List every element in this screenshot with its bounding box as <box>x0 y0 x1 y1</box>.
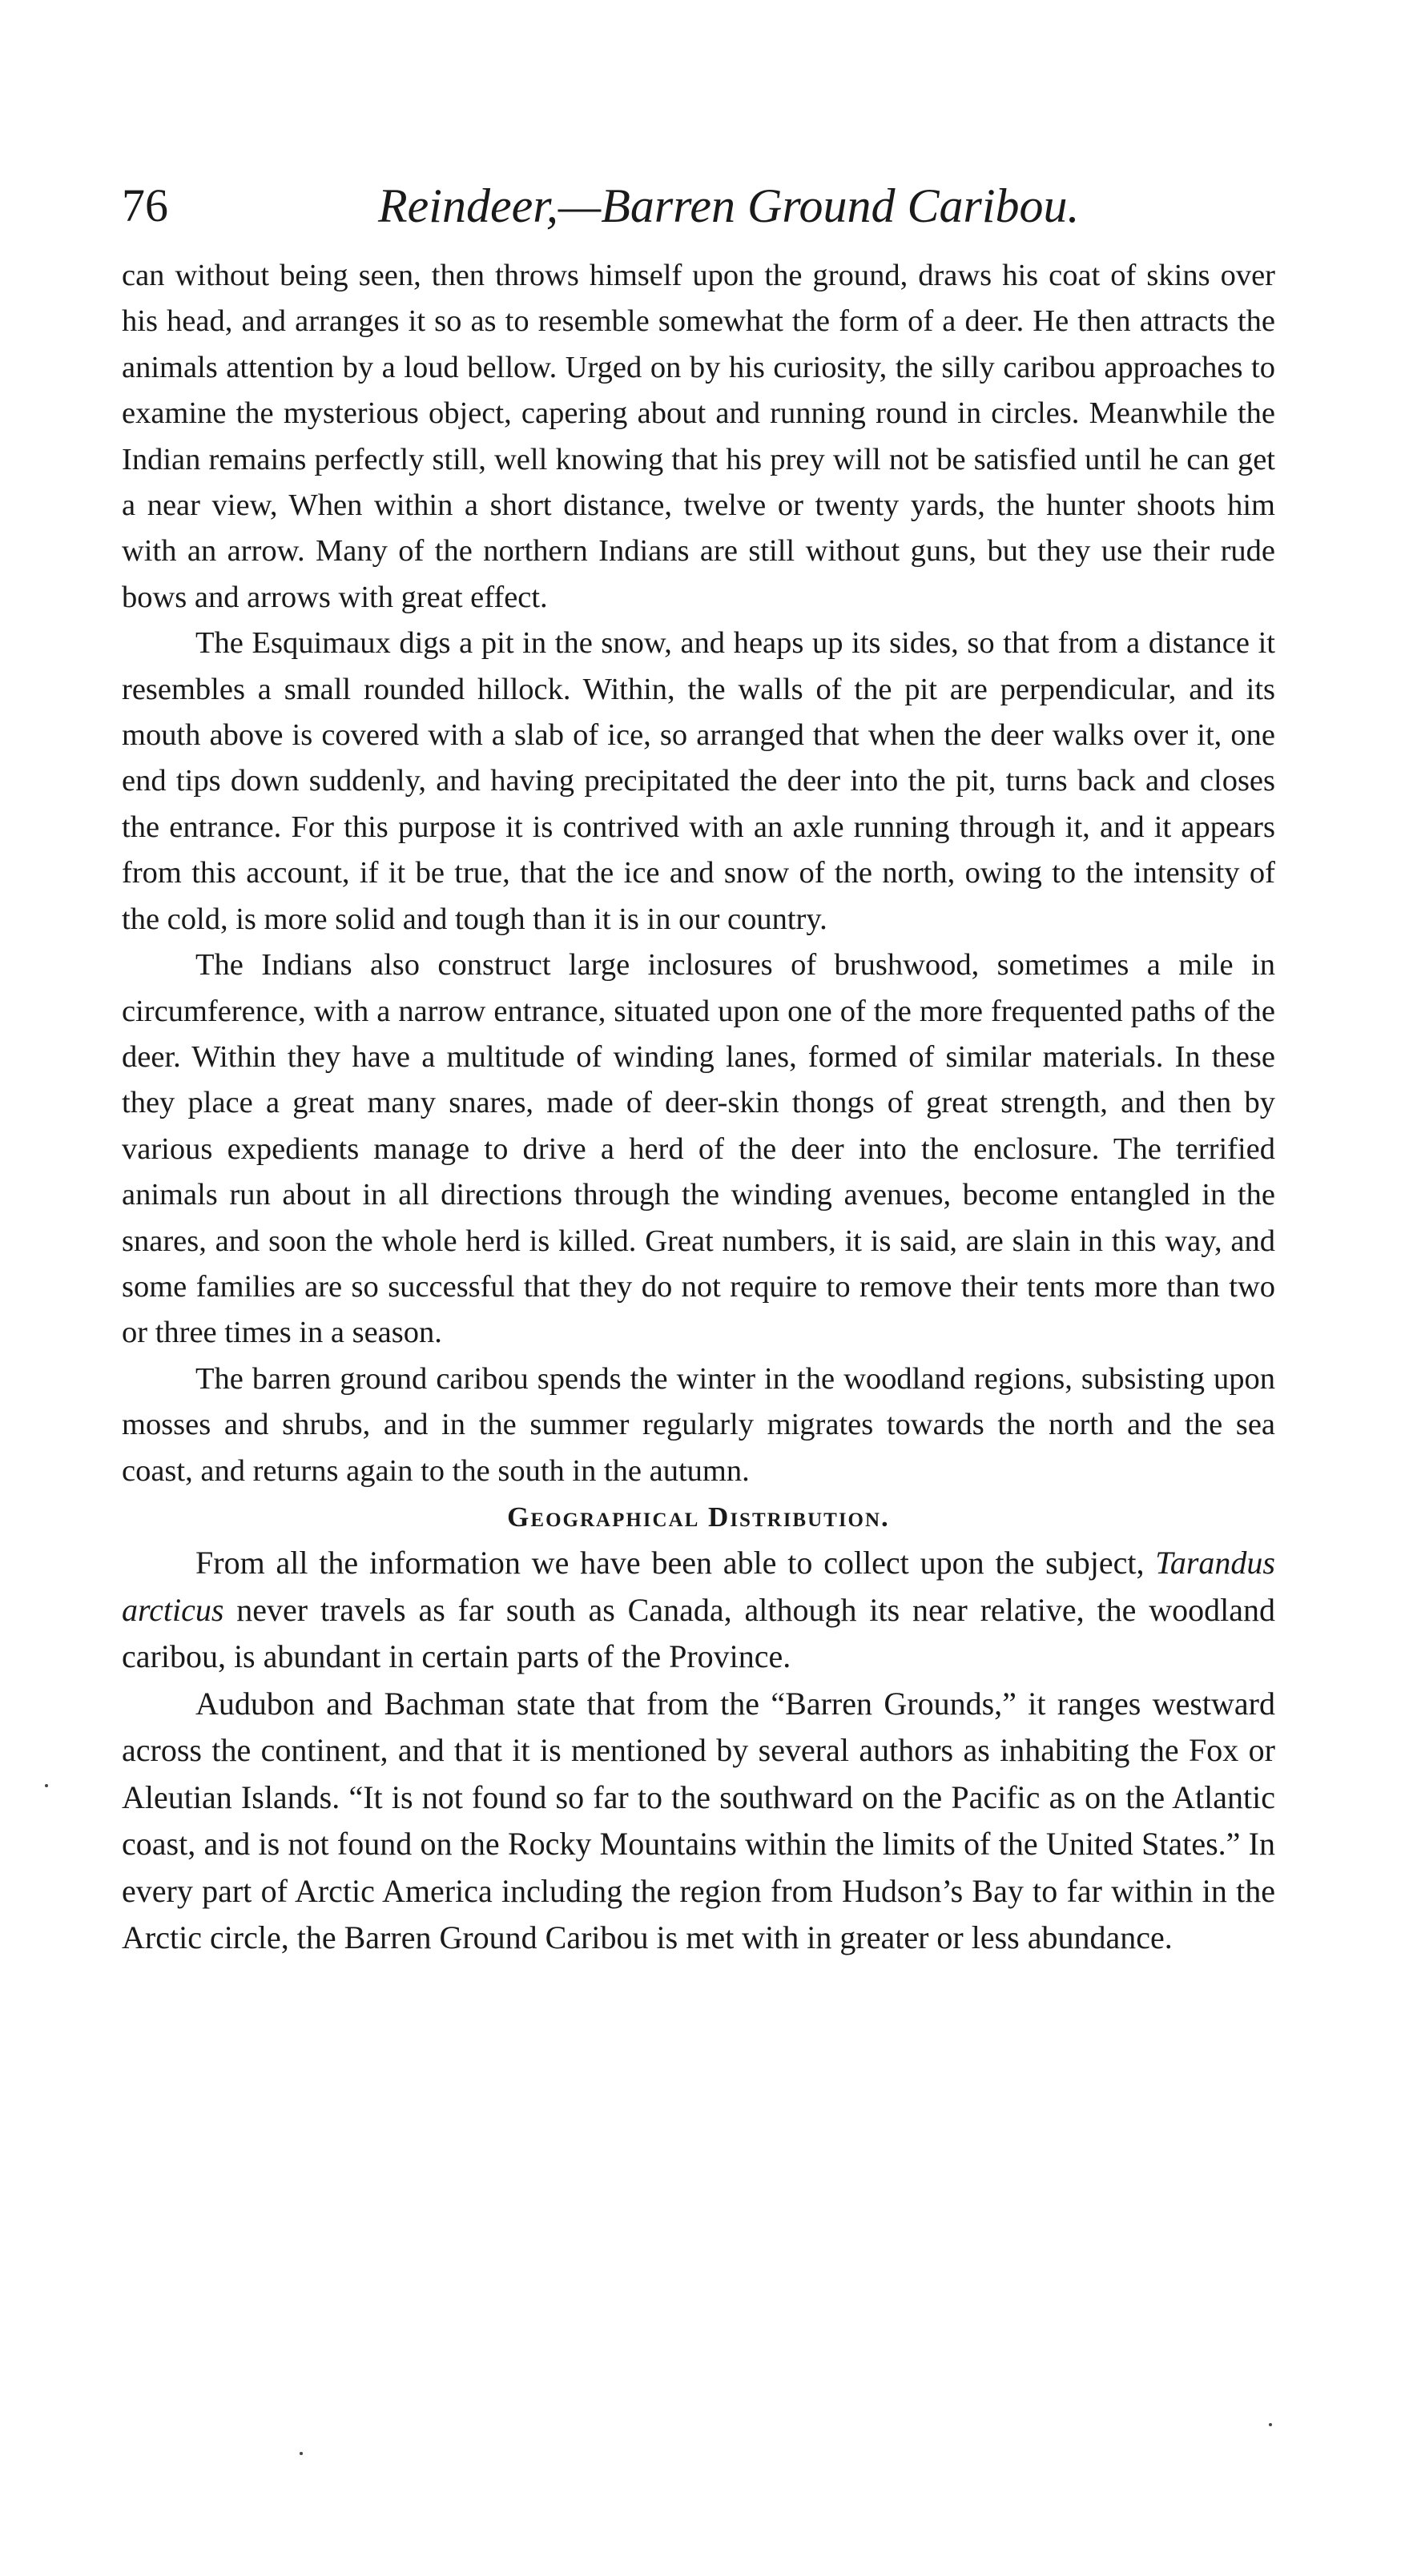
printing-speck <box>300 2452 303 2455</box>
taxon-name: Tarandus arcticus <box>122 1545 1275 1628</box>
page-number: 76 <box>122 179 168 231</box>
paragraph-hunting-disguise: can without being seen, then throws himself upon the ground, draws his coat of skins over his head, and arranges it so as to resemble somewhat the form of a deer. He then attracts the animals attention by a loud bellow. Urged on by his curiosity, the silly caribou approaches to examine the mysterious object, capering about and running round in circles. Meanwhile the Indian remains perfectly still, well knowing that his prey will not be satisfied until he can get a near view, When within a short distance, twelve or twenty yards, the hunter shoots him with an arrow. Many of the northern Indians are still without guns, but they use their rude bows and arrows with great effect. <box>122 259 1275 614</box>
body-text <box>122 253 1275 1962</box>
paragraph-brushwood-enclosures: The Indians also construct large inclosures of brushwood, sometimes a mile in circumference, with a narrow entrance, situated upon one of the more frequented paths of the deer. Within they have a multitude of winding lanes, formed of similar materials. In these they place a great many snares, made of deer-skin thongs of great strength, and then by various expedients manage to drive a herd of the deer into the enclosure. The terrified animals run about in all directions through the winding avenues, become entangled in the snares, and soon the whole herd is killed. Great numbers, it is said, are slain in this way, and some families are so successful that they do not require to remove their tents more than two or three times in a season. <box>122 948 1275 1350</box>
page-header <box>122 170 1275 242</box>
section-heading: Geographical Distribution. <box>507 1501 890 1533</box>
paragraph-migration: The barren ground caribou spends the winter in the woodland regions, subsisting upon mosses and shrubs, and in the summer regularly migrates towards the north and the sea coast, and returns again to the south in the autumn. <box>122 1361 1275 1488</box>
paragraph-distribution-canada <box>122 1540 1275 1681</box>
distribution-text-before: From all the information we have been able to collect upon the subject, <box>195 1545 1145 1581</box>
paragraph-esquimaux-pit: The Esquimaux digs a pit in the snow, and heaps up its sides, so that from a distance it resembles a small rounded hillock. Within, the walls of the pit are perpendicular, and its mouth above is covered with a slab of ice, so arranged that when the deer walks over it, one end tips down suddenly, and having precipitated the deer into the pit, turns back and closes the entrance. For this purpose it is contrived with an axle running through it, and it appears from this account, if it be true, that the ice and snow of the north, owing to the intensity of the cold, is more solid and tough than it is in our country. <box>122 626 1275 936</box>
printing-speck <box>45 1784 48 1787</box>
distribution-text-after: never travels as far south as Canada, although its near relative, the woodland caribou, is abundant in certain parts of the Province. <box>122 1591 1276 1675</box>
running-head: Reindeer,—Barren Ground Caribou. <box>378 179 1080 232</box>
printing-speck <box>1269 2423 1272 2426</box>
paragraph-distribution-range: Audubon and Bachman state that from the “Barren Grounds,” it ranges westward across the continent, and that it is mentioned by several authors as inhabiting the Fox or Aleutian Islands. “It is not found so far to the southward on the Pacific as on the Atlantic coast, and is not found on the Rocky Mountains within the limits of the United States.” In every part of Arctic America including the region from Hudson’s Bay to far within in the Arctic circle, the Barren Ground Caribou is met with in greater or less abundance. <box>122 1685 1275 1956</box>
